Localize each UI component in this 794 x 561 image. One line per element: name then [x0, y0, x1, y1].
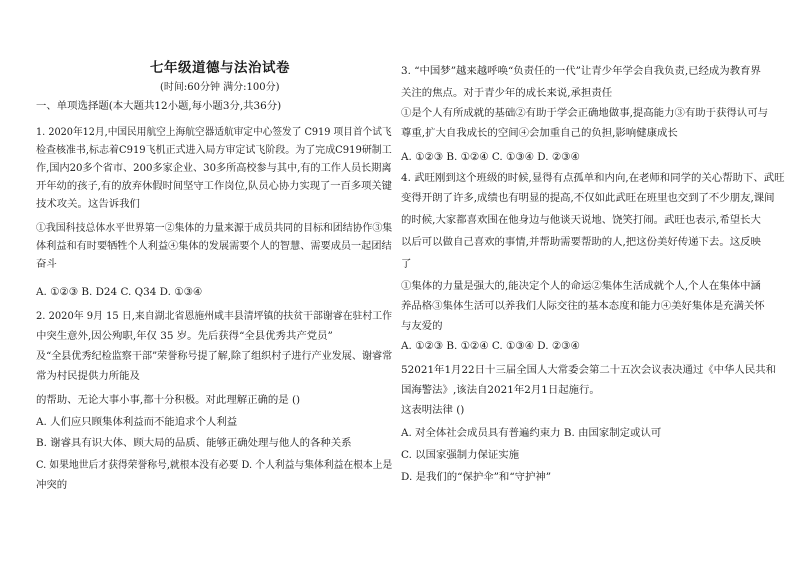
question-1-options: A. ①②③ B. D24 C. Q34 D. ①③④ [36, 286, 203, 298]
question-2-line: 的帮助、无论大事小事,都十分积极。对此理解正确的是 () [36, 394, 301, 406]
question-4-line: 以后可以做自己喜欢的事情,并帮助需要帮助的人,把这份美好传递下去。这反映 [401, 236, 761, 248]
question-4-line: 变得开朗了许多,成绩也有明显的提高,不仅如此武旺在班里也交到了不少朋友,课间 [401, 192, 775, 204]
question-1-line: 1. 2020年12月,中国民用航空上海航空器适航审定中心签发了 C919 项目首个试飞 [36, 126, 392, 138]
question-4-options: A. ①②③ B. ①②④ C. ①③④ D. ②③④ [401, 340, 580, 352]
question-4-statements: 与友爱的 [401, 320, 443, 332]
question-1-statements: 体利益和有时要牺牲个人利益④集体的发展需要个人的智慧、需要成员一起团结 [36, 240, 392, 252]
question-3-line: 关注的焦点。对于青少年的成长来说,承担责任 [401, 87, 613, 99]
question-2-line: 及“全县优秀纪检监察干部”荣誉称号提了解,除了组织村子进行产业发展、谢睿常 [36, 350, 393, 362]
question-1-line: 作,国内20多个省市、200多家企业、30多所高校参与其中,有的工作人员长期离 [36, 162, 392, 174]
question-5-option-c: C. 以国家强制力保证实施 [401, 449, 520, 461]
exam-subtitle: (时间:60分钟 满分:100分) [160, 82, 280, 93]
question-1-line: 检查核准书,标志着C919飞机正式进入局方审定试飞阶段。为了完成C919研制工 [36, 144, 392, 156]
question-5-line: 这表明法律 () [401, 404, 465, 416]
question-3-statements: 尊重,扩大自我成长的空间④会加重自己的负担,影响健康成长 [401, 127, 678, 139]
question-5-option-ab: A. 对全体社会成员具有普遍约束力 B. 由国家制定或认可 [401, 427, 662, 439]
question-4-line: 的时候,大家都喜欢围在他身边与他谈天说地、饶笑打闹。武旺也表示,希望长大 [401, 214, 761, 226]
exam-title: 七年级道德与法治试卷 [150, 60, 290, 76]
question-2-line: 常为村民提供力所能及 [36, 370, 140, 382]
question-1-statements: 奋斗 [36, 258, 57, 270]
question-1-statements: ①我国科技总体水平世界第一②集体的力量来源于成员共同的目标和团结协作③集 [36, 222, 393, 234]
question-1-line: 技术攻关。这告诉我们 [36, 198, 140, 210]
section-heading: 一、单项选择题(本大题共12小题,每小题3分,共36分) [36, 100, 282, 112]
question-2-line: 2. 2020年 9月 15 日,来自湖北省恩施州咸丰县清坪镇的扶贫干部谢睿在驻村工作 [36, 310, 393, 322]
question-3-line: 3. “中国梦”越来越呼唤“负责任的一代”让青少年学会自我负责,已经成为教育界 [401, 65, 761, 77]
question-1-line: 开年幼的孩子,有的放弃休假时间坚守工作岗位,队员心协力实现了一百多项关键 [36, 180, 392, 192]
question-2-option-cd: C. 如果地世后才获得荣誉称号,就根本没有必要 D. 个人利益与集体利益在根本上是 [36, 459, 393, 471]
question-4-line: 4. 武旺刚到这个班级的时候,显得有点孤单和内向,在老师和同学的关心帮助下、武旺 [401, 172, 785, 184]
question-3-options: A. ①②③ B. ①②④ C. ①③④ D. ②③④ [401, 151, 580, 163]
question-2-line: 中突生意外,因公殉职,年仅 35 岁。先后获得“全县优秀共产党员” [36, 330, 333, 342]
question-5-line: 国海警法》,该法自2021年2月1日起施行。 [401, 384, 600, 396]
question-4-statements: 养品格③集体生活可以养我们人际交往的基本态度和能力④美好集体是充满关怀 [401, 300, 765, 312]
question-3-statements: ①是个人有所成就的基础②有助于学会正确地做事,提高能力③有助于获得认可与 [401, 107, 768, 119]
question-5-option-d: D. 是我们的“保护伞”和“守护神” [401, 471, 552, 483]
question-2-option-cd: 冲突的 [36, 479, 68, 491]
question-2-option-a: A. 人们应只顾集体利益而不能追求个人利益 [36, 416, 238, 428]
question-4-statements: ①集体的力量是强大的,能决定个人的命运②集体生活成就个人,个人在集体中涵 [401, 280, 761, 292]
question-4-line: 了 [401, 258, 412, 270]
question-5-line: 52021年1月22日十三届全国人大常委会第二十五次会议表决通过《中华人民共和 [401, 364, 776, 376]
question-2-option-b: B. 谢睿具有识大体、顾大局的品质、能够正确处理与他人的各种关系 [36, 437, 352, 449]
